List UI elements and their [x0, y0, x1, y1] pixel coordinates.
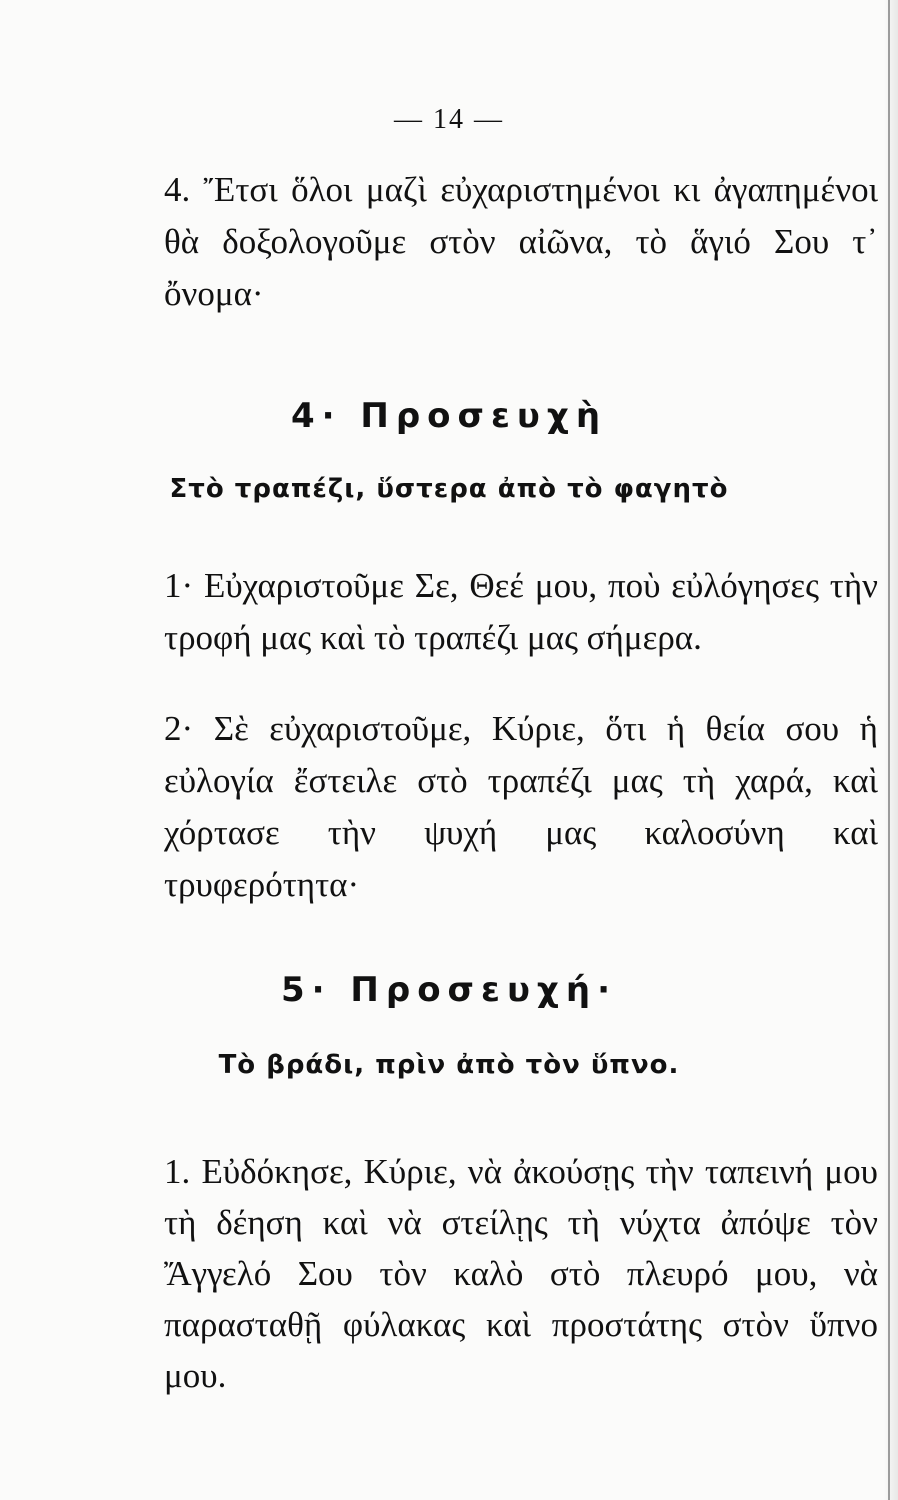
page-edge-line — [888, 0, 890, 1500]
prayer-5-subtitle: Τὸ βράδι, πρὶν ἀπὸ τὸν ὕπνο. — [218, 1050, 680, 1080]
prayer-5-title: 5· Προσευχή· — [281, 970, 617, 1010]
prayer-4-title: 4· Προσευχὴ — [290, 396, 608, 436]
prayer-4-subtitle: Στὸ τραπέζι, ὕστερα ἀπὸ τὸ φαγητὸ — [169, 474, 729, 504]
page-number: — 14 — — [394, 104, 504, 135]
prayer-4-verse-1: 1· Εὐχαριστοῦμε Σε, Θεέ μου, ποὺ εὐλόγησες τὴν τροφή μας καὶ τὸ τραπέζι μας σήμερα. — [164, 566, 878, 657]
page-edge-shadow — [884, 0, 898, 1500]
paragraph-closing-verse: 4. Ἔτσι ὅλοι μαζὶ εὐχαριστημένοι κι ἀγαπημένοι θὰ δοξολογοῦμε στὸν αἰῶνα, τὸ ἅγιό Σου τ᾿ ὄνομα· — [164, 170, 878, 313]
prayer-5-verse-1: 1. Εὐδόκησε, Κύριε, νὰ ἀκούσῃς τὴν ταπεινή μου τὴ δέηση καὶ νὰ στείλῃς τὴ νύχτα ἀπόψε τὸν Ἄγγελό Σου τὸν καλὸ στὸ πλευρό μου, νὰ παρασταθῇ φύλακας καὶ προστάτης στὸν ὕπνο μου. — [164, 1152, 878, 1395]
prayer-4-verse-2: 2· Σὲ εὐχαριστοῦμε, Κύριε, ὅτι ἡ θεία σου ἡ εὐλογία ἔστειλε στὸ τραπέζι μας τὴ χαρά, καὶ χόρτασε τὴν ψυχή μας καλοσύνη καὶ τρυφερότητα· — [164, 709, 878, 904]
